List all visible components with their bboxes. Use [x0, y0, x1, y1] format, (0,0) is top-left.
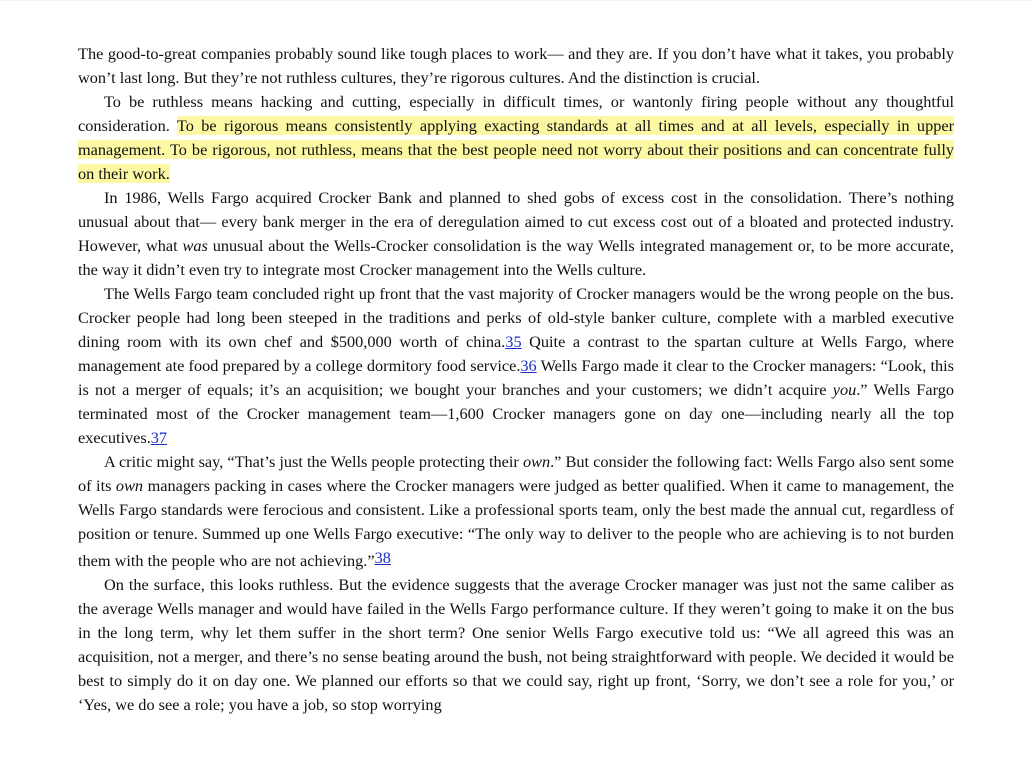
highlighted-passage[interactable]: To be rigorous means consistently applying exacting standards at all times and at all levels, especially in upper management. To be rigorous, not ruthless, means that the best people need not worry about their positions and can concentrate fully on their work.: [78, 116, 954, 183]
paragraph-4: [78, 282, 954, 450]
paragraph-1-text: The good-to-great companies probably sound like tough places to work— and they are. If you don’t have what it takes, you probably won’t last long. But they’re not ruthless cultures, they’re rigorous cultures. And the distinction is crucial.: [78, 44, 954, 87]
paragraph-4-text-a: The Wells Fargo team concluded right up front that the vast majority of Crocker managers would be the wrong people on the bus. Crocker people had long been steeped in the traditions and perks of old-style banker culture, complete with a marbled executive dining room with its own chef and $500,000 worth of china.: [78, 284, 954, 351]
paragraph-6-text: On the surface, this looks ruthless. But the evidence suggests that the average Crocker manager was just not the same caliber as the average Wells manager and would have failed in the Wells Fargo performance culture. If they weren’t going to make it on the bus in the long term, why let them suffer in the short term? One senior Wells Fargo executive told us: “We all agreed this was an acquisition, not a merger, and there’s no sense beating around the bush, not being straightforward with people. We decided it would be best to simply do it on day one. We planned our efforts so that we could say, right up front, ‘Sorry, we don’t see a role for you,’ or ‘Yes, we do see a role; you have a job, so stop worrying: [78, 575, 954, 714]
paragraph-3-text-b: unusual about the Wells-Crocker consolidation is the way Wells integrated management or, to be more accurate, the way it didn’t even try to integrate most Crocker management into the Wells culture.: [78, 236, 954, 279]
emphasis-own-1: own: [522, 452, 551, 471]
paragraph-2-text: To be ruthless means hacking and cutting, especially in difficult times, or wantonly firing people without any thoughtful consideration.: [78, 92, 954, 135]
paragraph-5: [78, 450, 954, 573]
paragraph-4-text-b: Quite a contrast to the spartan culture at Wells Fargo, where management ate food prepared by a college dormitory food service.: [78, 332, 954, 375]
footnote-link-37[interactable]: 37: [150, 428, 168, 447]
paragraph-5-text-b: .” But consider the following fact: Wells Fargo also sent some of its: [78, 452, 954, 495]
emphasis-was: was: [182, 236, 208, 255]
emphasis-own-2: own: [115, 476, 144, 495]
paragraph-3: [78, 186, 954, 282]
footnote-link-35[interactable]: 35: [505, 332, 522, 351]
paragraph-4-text-c: Wells Fargo made it clear to the Crocker managers: “Look, this is not a merger of equals; it’s an acquisition; we bought your branches and your customers; we didn’t acquire: [78, 356, 954, 399]
paragraph-2: [78, 90, 954, 186]
paragraph-6: [78, 573, 954, 717]
body-text: [78, 42, 954, 717]
paragraph-3-text-a: In 1986, Wells Fargo acquired Crocker Bank and planned to shed gobs of excess cost in the consolidation. There’s nothing unusual about that— every bank merger in the era of deregulation aimed to cut excess cost out of a bloated and protected industry. However, what: [78, 188, 954, 255]
paragraph-5-text-c: managers packing in cases where the Crocker managers were judged as better qualified. When it came to management, the Wells Fargo standards were ferocious and consistent. Like a professional sports team, only the best made the annual cut, regardless of position or tenure. Summed up one Wells Fargo executive: “The only way to deliver to the people who are achieving is to not burden them with the people who are not achieving.”: [78, 476, 954, 570]
paragraph-4-text-d: .” Wells Fargo terminated most of the Crocker management team—1,600 Crocker managers gone on day one—including nearly all the top executives.: [78, 380, 954, 447]
page-top-edge: [0, 0, 1031, 1]
footnote-link-38[interactable]: 38: [374, 548, 391, 567]
footnote-link-36[interactable]: 36: [520, 356, 537, 375]
paragraph-1: [78, 42, 954, 90]
emphasis-you: you: [832, 380, 857, 399]
paragraph-5-text-a: A critic might say, “That’s just the Wells people protecting their: [104, 452, 523, 471]
